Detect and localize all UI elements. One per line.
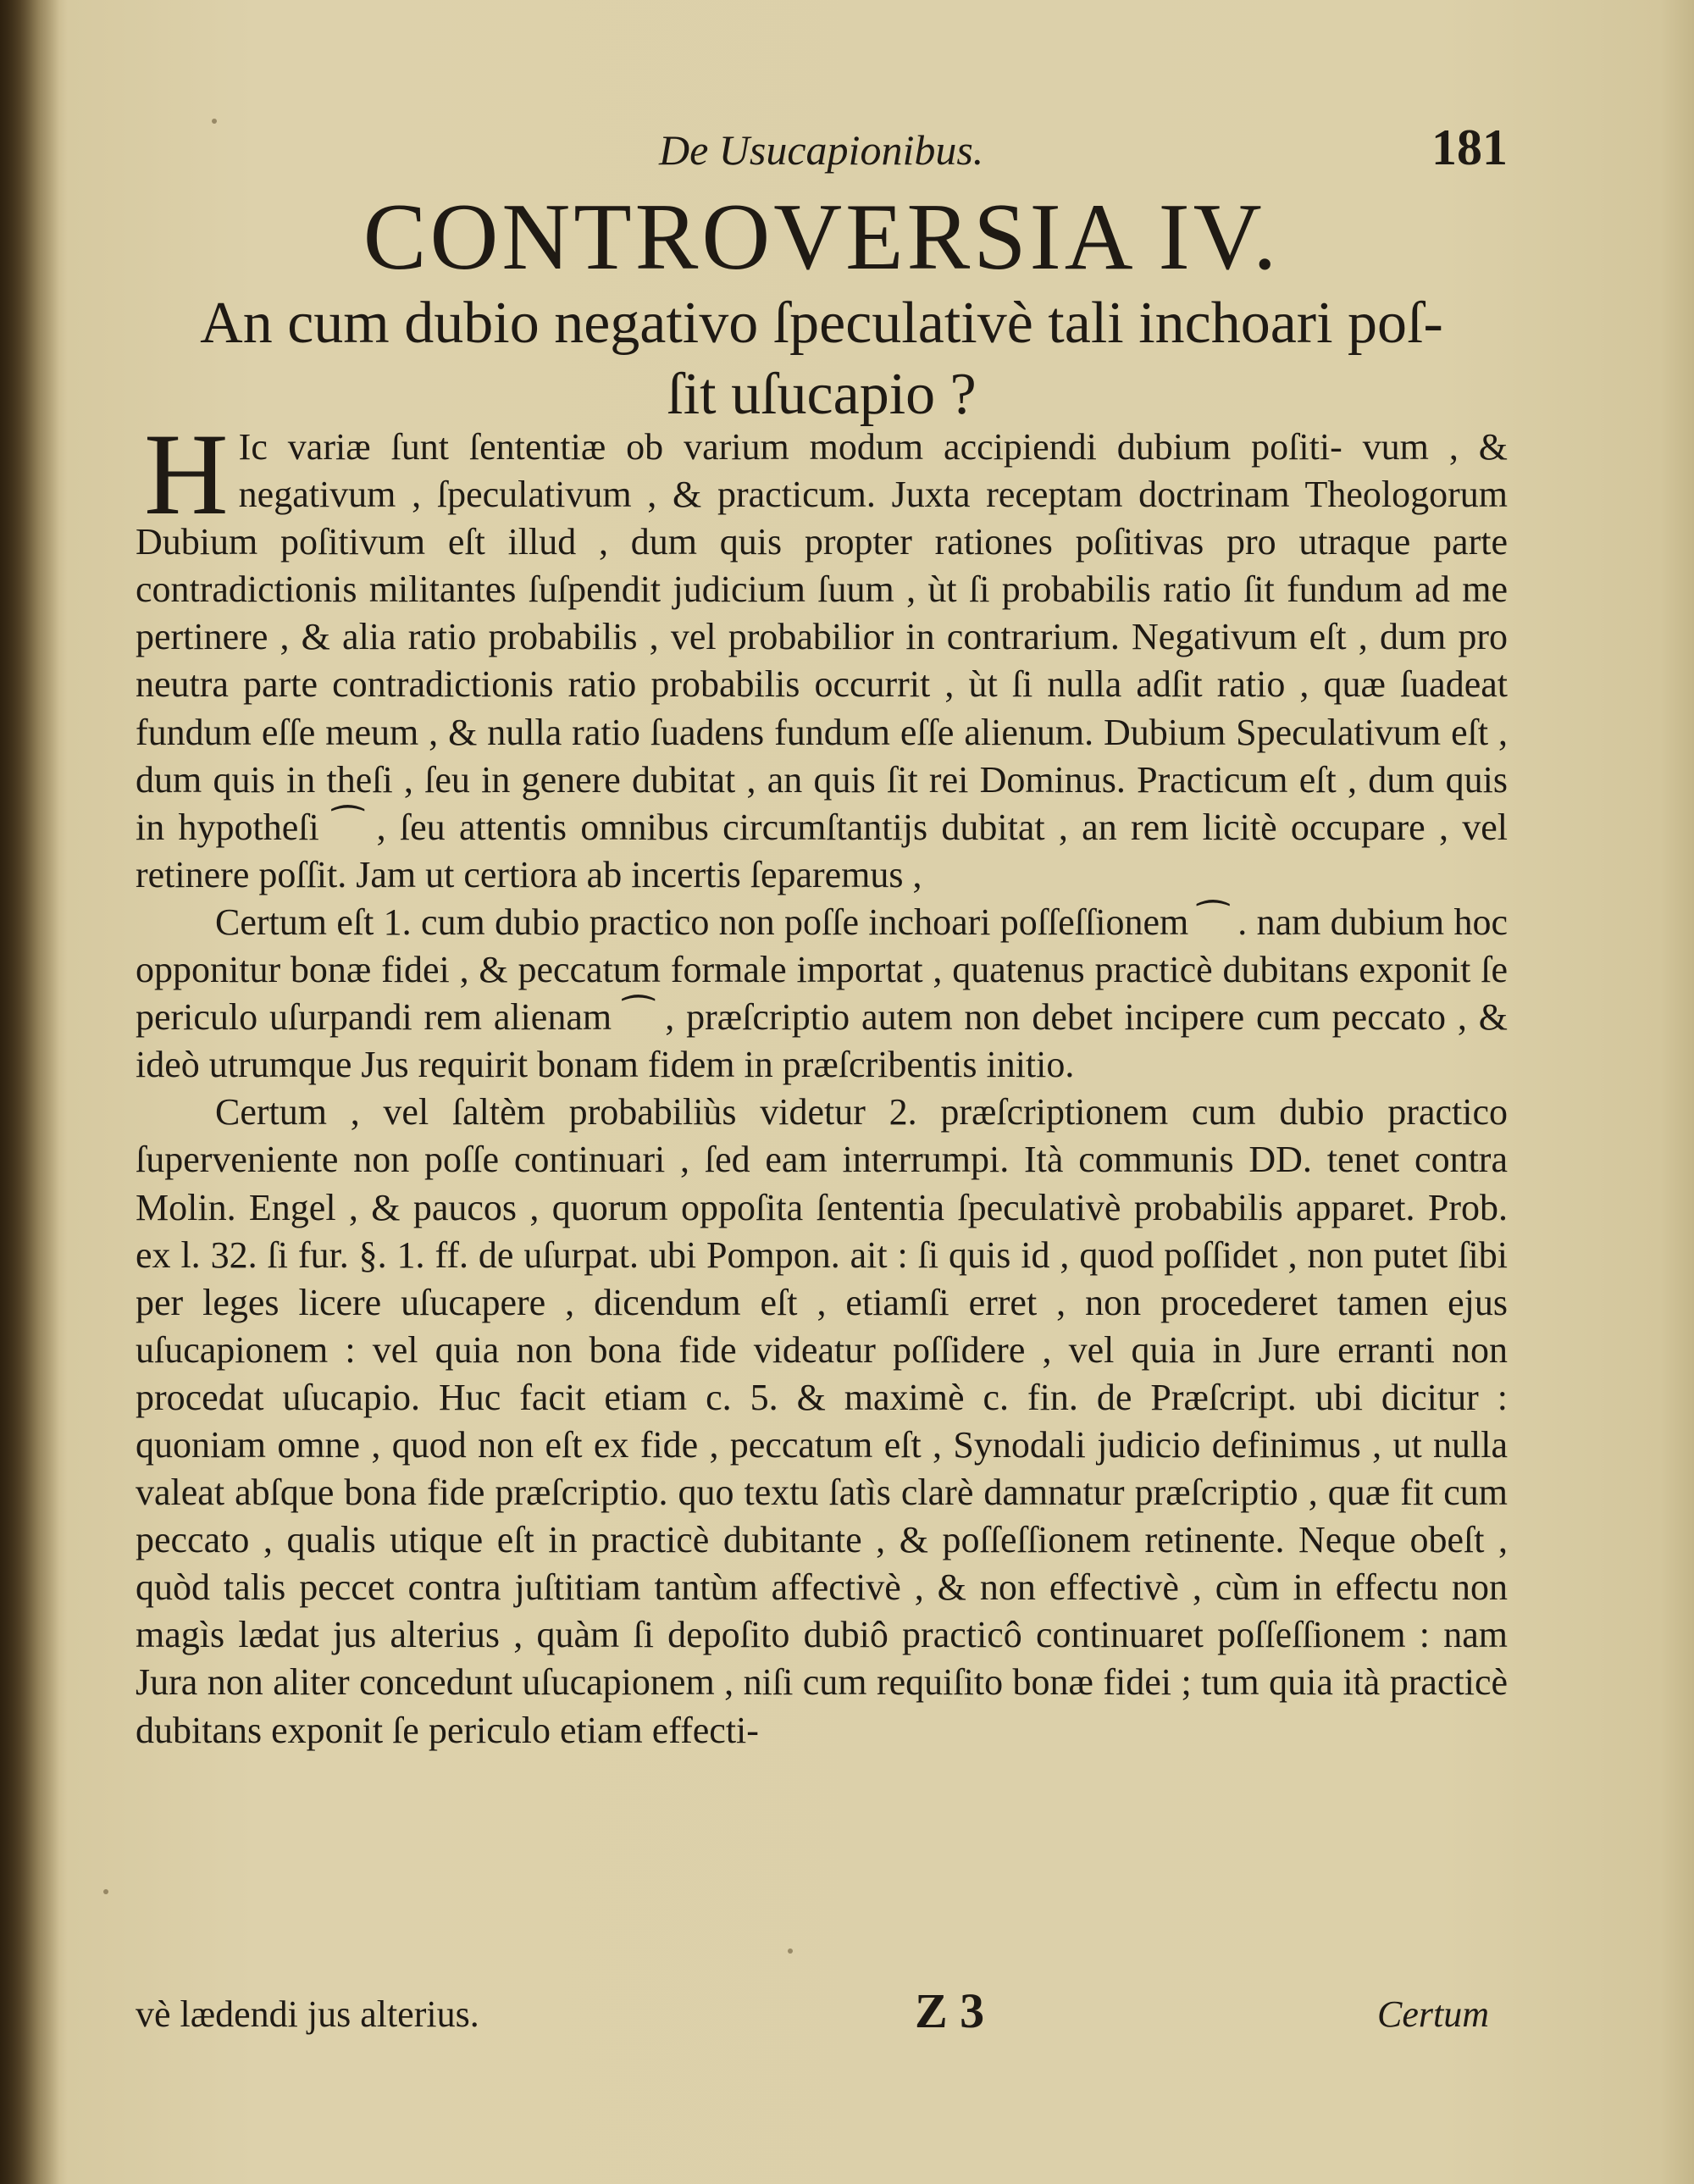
controversy-question xyxy=(136,288,1508,430)
paper-speck xyxy=(212,119,217,124)
question-line-1: An cum dubio negativo ſpeculativè tali inchoari poſ- xyxy=(200,291,1443,356)
paper-speck xyxy=(788,1948,793,1954)
page-footer xyxy=(136,1982,1508,2042)
paper-speck xyxy=(103,1889,108,1894)
paragraph-1-opening: Ic variæ ſunt ſententiæ ob varium modum accipiendi dubium poſiti- xyxy=(238,426,1342,468)
signature-mark: Z 3 xyxy=(915,1983,985,2038)
paragraph-2: Certum eſt 1. cum dubio practico non poſſe inchoari poſſeſſionem ⁀ . nam dubium hoc opponitur bonæ fidei , & peccatum formale importat , quatenus practicè dubitans exponit ſe periculo uſurpandi rem alienam ⁀ , præſcriptio autem non debet incipere cum peccato , & ideò utrumque Jus requirit bonam fidem in præſcribentis initio. xyxy=(136,901,1508,1086)
running-head xyxy=(136,119,1508,178)
paragraph-1 xyxy=(136,409,1509,899)
footer-last-line: vè lædendi jus alterius. xyxy=(136,1993,479,2035)
question-line-2: ſit uſucapio ? xyxy=(667,362,977,427)
catchword: Certum xyxy=(1377,1993,1489,2035)
body-text xyxy=(136,409,1509,1754)
paragraph-1-text: vum , & negativum , ſpeculativum , & practicum. Juxta receptam doctrinam Theologorum Dubium poſitivum eſt illud , dum quis propter rationes poſitivas pro utraque parte contradictionis militantes ſuſpendit judicium ſuum , ùt ſi probabilis ratio ſit fundum ad me pertinere , & alia ratio probabilis , vel probabilior in contrarium. Negativum eſt , dum pro neutra parte contradictionis ratio probabilis occurrit , ùt ſi nulla adſit ratio , quæ ſuadeat fundum eſſe meum , & nulla ratio ſuadens fundum eſſe alienum. Dubium Speculativum eſt , dum quis in theſi , ſeu in genere dubitat , an quis ſit rei Dominus. Practicum eſt , dum quis in hypotheſi ⁀ , ſeu attentis omnibus circumſtantijs dubitat , an rem licitè occupare , vel retinere poſſit. Jam ut certiora ab incertis ſeparemus , xyxy=(136,426,1509,895)
running-head-title: De Usucapionibus. xyxy=(659,126,984,174)
paragraph-3: Certum , vel ſaltèm probabiliùs videtur 2. præſcriptionem cum dubio practico ſuperveniente non poſſe continuari , ſed eam interrumpi. Ità communis DD. tenet contra Molin. Engel , & paucos , quorum oppoſita ſententia ſpeculativè probabilis apparet. Prob. ex l. 32. ſi fur. §. 1. ff. de uſurpat. ubi Pompon. ait : ſi quis id , quod poſſidet , non putet ſibi per leges licere uſucapere , dicendum eſt , etiamſi erret , non procederet tamen ejus uſucapionem : vel quia non bona fide videatur poſſidere , vel quia in Jure erranti non procedat uſucapio. Huc facit etiam c. 5. & maximè c. fin. de Præſcript. ubi dicitur : quoniam omne , quod non eſt ex fide , peccatum eſt , Synodali judicio definimus , ut nulla valeat abſque bona fide præſcriptio. quo textu ſatìs clarè damnatur præſcriptio , quæ fit cum peccato , qualis utique eſt in practicè dubitante , & poſſeſſionem retinente. Neque obeſt , quòd talis peccet contra juſtitiam tantùm affectivè , & non effectivè , cùm in effectu non magìs lædat jus alterius , quàm ſi depoſito dubiô practicô continuaret poſſeſſionem : nam Jura non aliter concedunt uſucapionem , niſi cum requiſito bonæ fidei ; tum quia ità practicè dubitans exponit ſe periculo etiam effecti- xyxy=(136,1091,1508,1751)
page-number: 181 xyxy=(1431,119,1508,175)
chapter-heading: CONTROVERSIA IV. xyxy=(363,185,1281,290)
gutter-shadow xyxy=(0,0,59,2184)
drop-cap: H xyxy=(144,409,229,539)
